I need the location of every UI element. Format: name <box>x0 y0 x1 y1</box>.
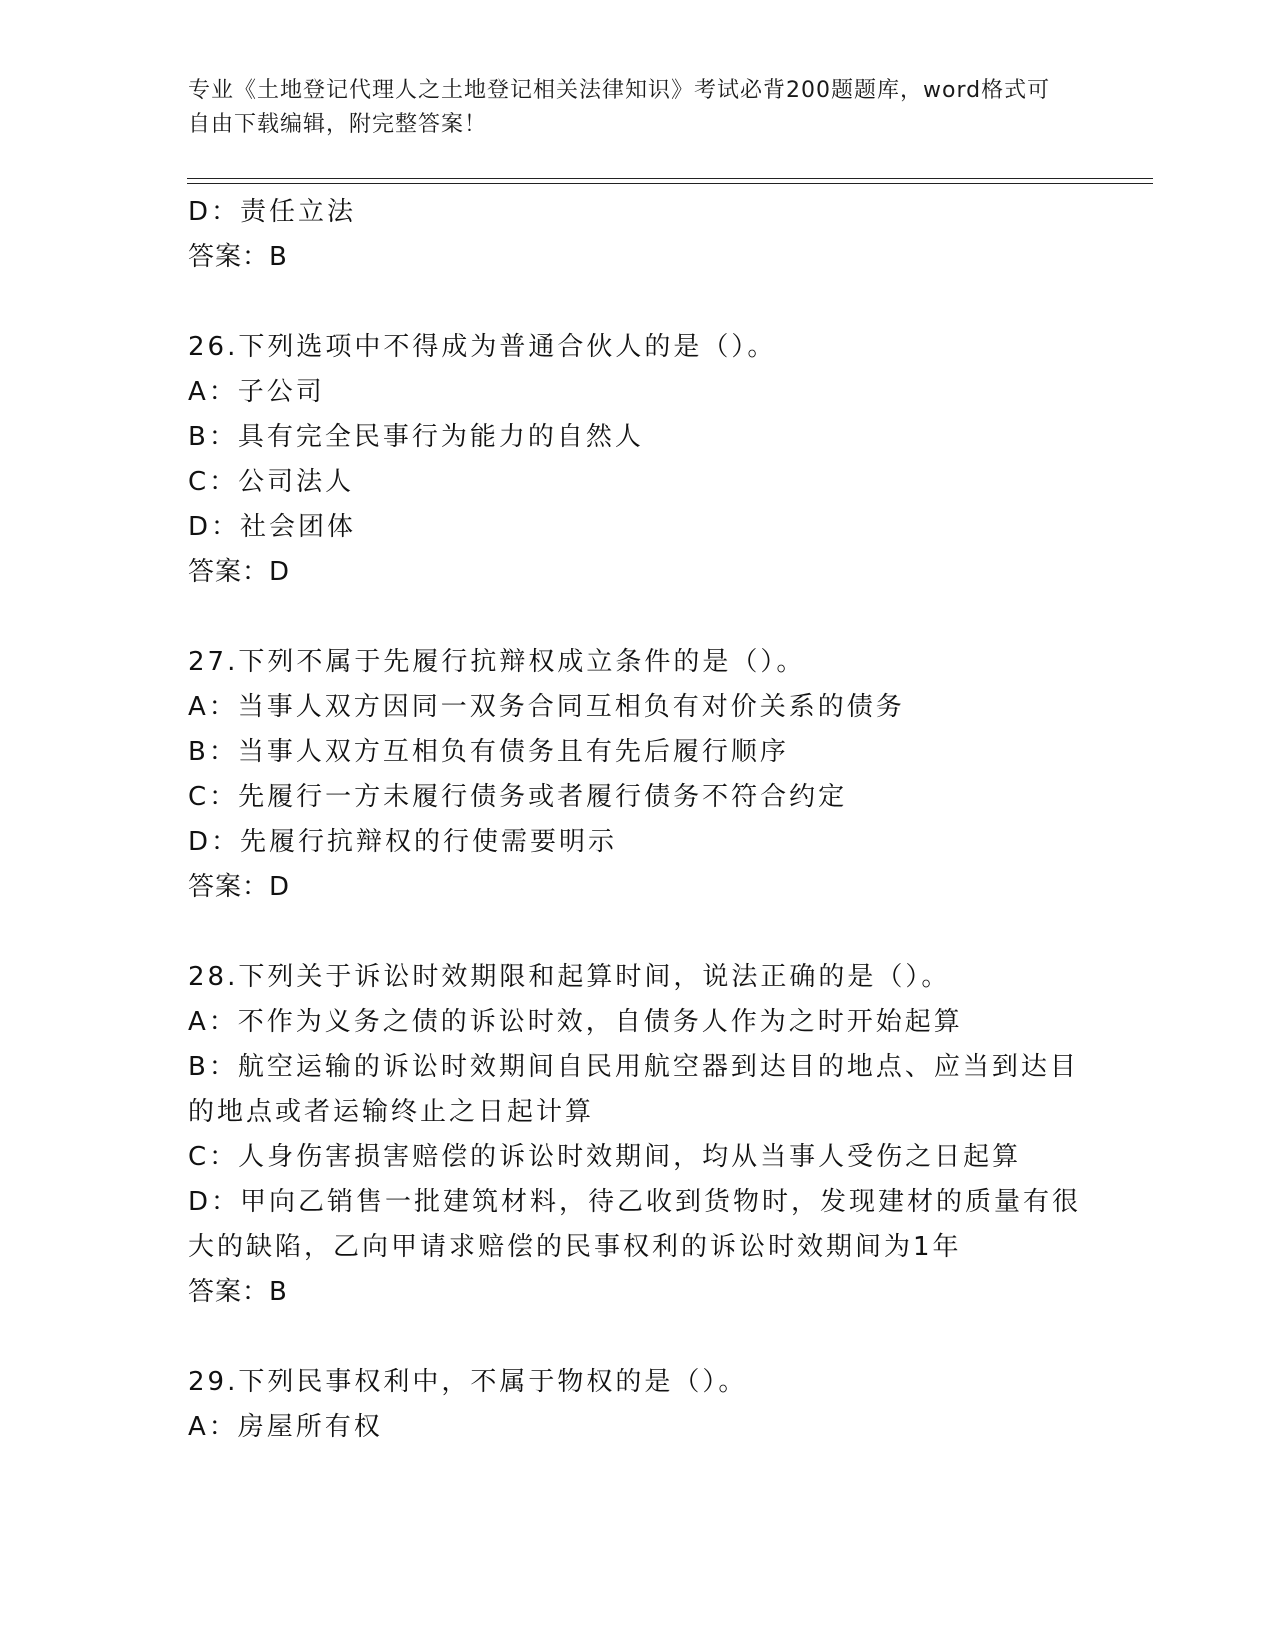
option-b-continued: 的地点或者运输终止之日起计算 <box>188 1097 595 1127</box>
option-c: C：公司法人 <box>188 467 355 497</box>
option-a: A：子公司 <box>188 377 325 407</box>
answer: 答案：B <box>188 242 288 272</box>
header-rule-bottom <box>187 183 1153 184</box>
option-a: A：房屋所有权 <box>188 1412 383 1442</box>
question-stem: 26.下列选项中不得成为普通合伙人的是（）。 <box>188 332 777 362</box>
question-stem: 29.下列民事权利中，不属于物权的是（）。 <box>188 1367 748 1397</box>
option-c: C：先履行一方未履行债务或者履行债务不符合约定 <box>188 782 848 812</box>
question-stem: 28.下列关于诉讼时效期限和起算时间，说法正确的是（）。 <box>188 962 951 992</box>
option-d: D：先履行抗辩权的行使需要明示 <box>188 827 618 857</box>
option-b: B：航空运输的诉讼时效期间自民用航空器到达目的地点、应当到达目 <box>188 1052 1079 1082</box>
option-d: D：社会团体 <box>188 512 357 542</box>
option-a: A：不作为义务之债的诉讼时效，自债务人作为之时开始起算 <box>188 1007 963 1037</box>
question-stem: 27.下列不属于先履行抗辩权成立条件的是（）。 <box>188 647 806 677</box>
answer: 答案：D <box>188 872 291 902</box>
document-header: 专业《土地登记代理人之土地登记相关法律知识》考试必背200题题库，word格式可自由下载编辑，附完整答案！ <box>188 78 1051 137</box>
option-b: B：具有完全民事行为能力的自然人 <box>188 422 644 452</box>
answer: 答案：D <box>188 557 291 587</box>
option-d: D：甲向乙销售一批建筑材料，待乙收到货物时，发现建材的质量有很 <box>188 1187 1082 1217</box>
option-d: D：责任立法 <box>188 197 357 227</box>
option-a: A：当事人双方因同一双务合同互相负有对价关系的债务 <box>188 692 905 722</box>
option-d-continued: 大的缺陷，乙向甲请求赔偿的民事权利的诉讼时效期间为1年 <box>188 1232 962 1262</box>
answer: 答案：B <box>188 1277 288 1307</box>
question-content <box>188 190 1088 1450</box>
option-b: B：当事人双方互相负有债务且有先后履行顺序 <box>188 737 789 767</box>
header-rule-top <box>187 178 1153 179</box>
option-c: C：人身伤害损害赔偿的诉讼时效期间，均从当事人受伤之日起算 <box>188 1142 1022 1172</box>
